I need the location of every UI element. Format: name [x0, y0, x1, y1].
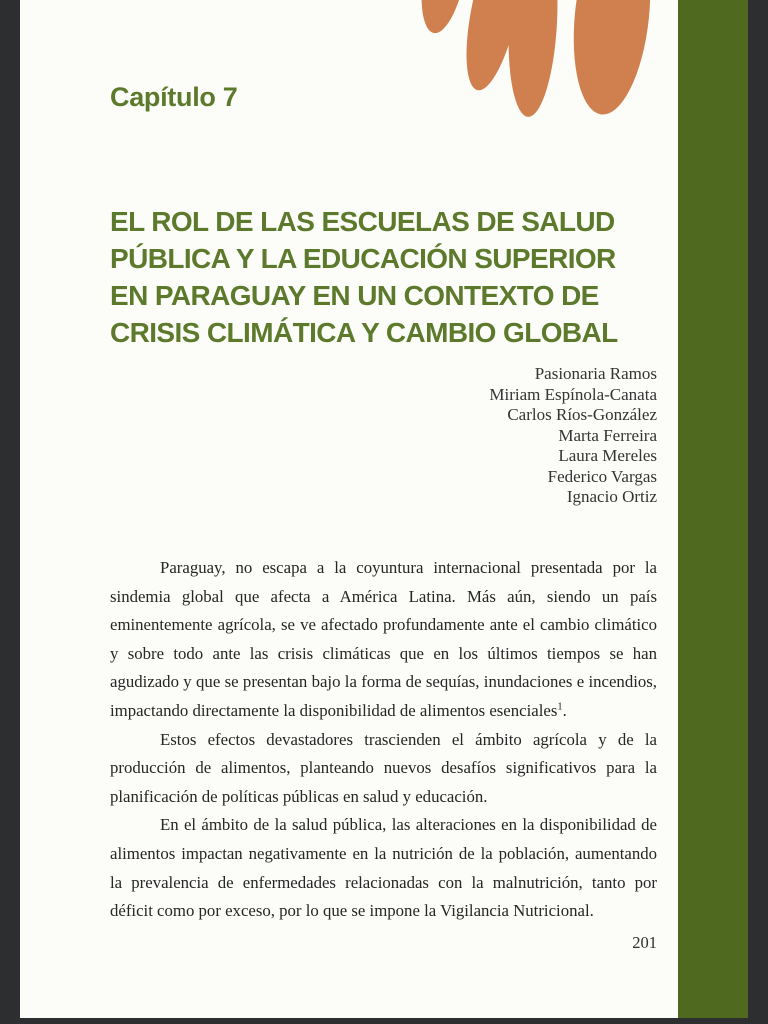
petal-shape: [565, 0, 660, 118]
paragraph-2-text: Estos efectos devastadores trascienden el ámbito agrícola y de la producción de alimentos, planteando nuevos desafíos significativos para la planificación de políticas públicas en salud y educación.: [110, 729, 657, 806]
footnote-marker: 1: [557, 701, 563, 713]
author-name: Marta Ferreira: [558, 425, 657, 445]
body-text: [110, 554, 657, 926]
author-name: Pasionaria Ramos: [534, 364, 657, 383]
book-page: [20, 0, 748, 1018]
brush-petals-icon: [400, 0, 680, 140]
author-name: Miriam Espínola-Canata: [489, 384, 657, 404]
chapter-label: Capítulo 7: [110, 82, 238, 112]
chapter-title-line: EL ROL DE LAS ESCUELAS DE SALUD: [110, 206, 615, 237]
page-number: 201: [632, 933, 657, 952]
author-name: Laura Mereles: [558, 446, 657, 465]
paragraph-3: [110, 811, 657, 925]
author-list: [110, 364, 657, 508]
author-name: Carlos Ríos-González: [507, 405, 657, 424]
paragraph-1-text: Paraguay, no escapa a la coyuntura internacional presentada por la sindemia global que afecta a América Latina. Más aún, siendo un país eminentemente agrícola, se ve afectado profundamente ante el cambio climático y sobre todo ante las crisis climáticas que en los últimos tiempos se han agudizado y que se presentan bajo la forma de sequías, inundaciones e incendios, impactando directamente la disponibilidad de alimentos esenciales: [110, 558, 657, 720]
author-name: Ignacio Ortiz: [566, 487, 657, 506]
chapter-title: [110, 203, 618, 351]
petal-shape: [413, 0, 477, 37]
paragraph-2: [110, 726, 657, 812]
chapter-title-line: PÚBLICA Y LA EDUCACIÓN SUPERIOR: [110, 243, 616, 274]
paragraph-1: [110, 554, 657, 726]
paragraph-3-text: En el ámbito de la salud pública, las alteraciones en la disponibilidad de alimentos impactan negativamente en la nutrición de la población, aumentando la prevalencia de enfermedades relacionadas con la malnutrición, tanto por déficit como por exceso, por lo que se impone la Vigilancia Nutricional.: [110, 815, 657, 921]
chapter-edge-band: [678, 0, 748, 1018]
petal-shape: [504, 0, 562, 118]
chapter-title-line: CRISIS CLIMÁTICA Y CAMBIO GLOBAL: [110, 317, 618, 348]
paragraph-1-period: .: [562, 700, 567, 720]
author-name: Federico Vargas: [547, 466, 657, 486]
chapter-title-line: EN PARAGUAY EN UN CONTEXTO DE: [110, 280, 599, 311]
